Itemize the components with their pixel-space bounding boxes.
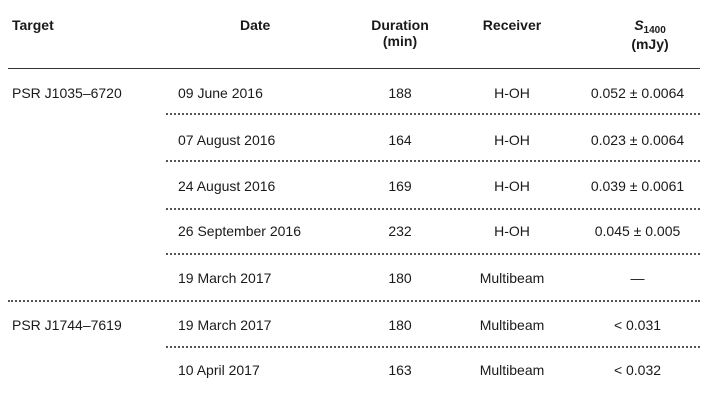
header-duration (350, 17, 450, 49)
cell-duration: 180 (388, 317, 412, 333)
cell-duration: 180 (388, 270, 412, 286)
header-flux (595, 17, 705, 52)
cell-flux: — (630, 270, 645, 286)
cell-duration: 164 (388, 132, 412, 148)
cell-date: 10 April 2017 (178, 362, 260, 378)
cell-flux: < 0.032 (613, 362, 662, 378)
cell-date: 07 August 2016 (178, 132, 276, 148)
header-date: Date (240, 17, 271, 33)
header-duration-line1: Duration (371, 17, 429, 33)
cell-duration: 188 (388, 85, 412, 101)
cell-duration: 163 (388, 362, 412, 378)
group-divider (8, 300, 700, 302)
cell-receiver: Multibeam (479, 362, 545, 378)
header-flux-symbol: S (634, 17, 644, 33)
cell-duration: 232 (388, 223, 412, 239)
cell-receiver: Multibeam (479, 270, 545, 286)
header-flux-subscript: 1400 (643, 25, 666, 36)
cell-date: 24 August 2016 (178, 178, 276, 194)
cell-receiver: H-OH (494, 223, 530, 239)
header-receiver: Receiver (482, 17, 542, 33)
cell-flux: 0.039 ± 0.0061 (590, 178, 685, 194)
cell-receiver: H-OH (494, 178, 530, 194)
row-divider (166, 208, 700, 210)
cell-receiver: Multibeam (479, 317, 545, 333)
header-rule (8, 68, 700, 69)
row-divider (166, 253, 700, 255)
cell-target: PSR J1744–7619 (12, 317, 122, 333)
cell-receiver: H-OH (494, 85, 530, 101)
cell-flux: 0.052 ± 0.0064 (590, 85, 685, 101)
row-divider (166, 160, 700, 162)
header-target: Target (12, 17, 54, 33)
cell-date: 19 March 2017 (178, 317, 272, 333)
header-duration-line2: (min) (382, 33, 418, 49)
cell-date: 19 March 2017 (178, 270, 272, 286)
cell-date: 09 June 2016 (178, 85, 263, 101)
cell-duration: 169 (388, 178, 412, 194)
cell-receiver: H-OH (494, 132, 530, 148)
row-divider (166, 113, 700, 115)
row-divider (166, 346, 700, 348)
header-flux-line1 (634, 17, 666, 36)
cell-date: 26 September 2016 (178, 223, 301, 239)
cell-flux: 0.023 ± 0.0064 (590, 132, 685, 148)
cell-target: PSR J1035–6720 (12, 85, 122, 101)
cell-flux: 0.045 ± 0.005 (594, 223, 681, 239)
header-flux-unit: (mJy) (631, 36, 669, 52)
cell-flux: < 0.031 (613, 317, 662, 333)
